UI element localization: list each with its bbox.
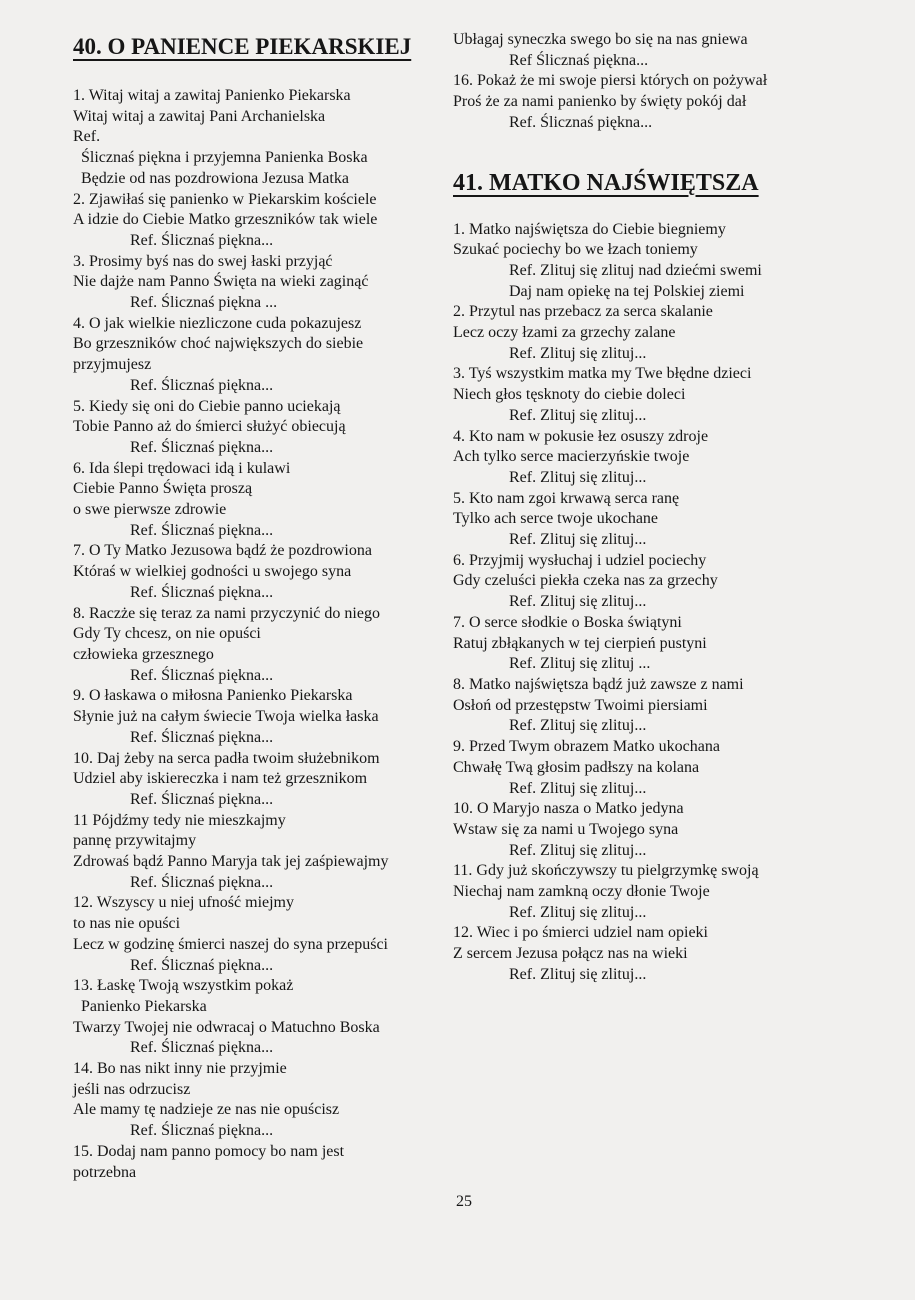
lyric-line: 10. O Maryjo nasza o Matko jedyna <box>453 800 684 818</box>
lyric-line: Ubłagaj syneczka swego bo się na nas gniewa <box>453 31 748 48</box>
lyric-line: przyjmujesz <box>73 356 152 374</box>
lyric-line: Z sercem Jezusa połącz nas na wieki <box>453 945 688 963</box>
refrain-line: Ref. Zlituj się zlituj... <box>509 841 647 859</box>
lyric-line: Panienko Piekarska <box>81 997 207 1015</box>
lyric-line: 4. O jak wielkie niezliczone cuda pokazujesz <box>73 314 362 332</box>
lyric-line: Słynie już na całym świecie Twoja wielka łaska <box>73 708 379 726</box>
lyric-line: Wstaw się za nami u Twojego syna <box>453 820 679 838</box>
lyric-line: Ratuj zbłąkanych w tej cierpień pustyni <box>453 634 707 652</box>
lyric-line: potrzebna <box>73 1163 137 1181</box>
lyric-line: 7. O Ty Matko Jezusowa bądź że pozdrowiona <box>73 542 372 560</box>
refrain-line: Ref. Zlituj się zlituj... <box>509 779 647 797</box>
lyric-line: 6. Ida ślepi trędowaci idą i kulawi <box>73 459 291 477</box>
lyric-line: Ref. <box>73 128 101 146</box>
song-40-lyrics <box>73 86 445 1183</box>
lyric-line: Osłoń od przestępstw Twoimi piersiami <box>453 696 708 714</box>
lyric-line: 15. Dodaj nam panno pomocy bo nam jest <box>73 1142 345 1160</box>
lyric-line: o swe pierwsze zdrowie <box>73 501 227 519</box>
lyric-line: Chwałę Twą głosim padłszy na kolana <box>453 758 700 776</box>
lyric-line: Zdrowaś bądź Panno Maryja tak jej zaśpiewajmy <box>73 853 389 871</box>
lyric-line: Witaj witaj a zawitaj Pani Archanielska <box>73 107 326 125</box>
song-40-continuation <box>453 30 873 134</box>
page-number: 25 <box>456 1193 472 1210</box>
refrain-line: Ref. Ślicznaś piękna... <box>130 790 274 808</box>
refrain-line: Ref. Ślicznaś piękna... <box>130 1039 274 1057</box>
lyric-line: Proś że za nami panienko by święty pokój dał <box>453 93 747 111</box>
lyric-line: Szukać pociechy bo we łzach toniemy <box>453 241 698 259</box>
lyric-line: Niechaj nam zamkną oczy dłonie Twoje <box>453 883 710 901</box>
refrain-line: Ref. Zlituj się zlituj... <box>509 717 647 735</box>
lyric-line: 9. Przed Twym obrazem Matko ukochana <box>453 738 720 756</box>
lyric-line: Będzie od nas pozdrowiona Jezusa Matka <box>81 169 349 187</box>
lyric-line: Udziel aby iskiereczka i nam też grzesznikom <box>73 770 368 788</box>
lyric-line: 6. Przyjmij wysłuchaj i udziel pociechy <box>453 551 707 569</box>
refrain-line: Ref. Zlituj się zlituj nad dziećmi swemi <box>509 261 762 279</box>
refrain-line: Ref. Ślicznaś piękna... <box>130 521 274 539</box>
lyric-line: Niech głos tęsknoty do ciebie doleci <box>453 386 686 404</box>
lyric-line: Ach tylko serce macierzyńskie twoje <box>453 448 690 466</box>
lyric-line: 8. Matko najświętsza bądź już zawsze z nami <box>453 675 744 693</box>
lyric-line: Tylko ach serce twoje ukochane <box>453 510 659 528</box>
right-column <box>453 30 873 986</box>
refrain-line: Ref. Ślicznaś piękna... <box>130 1122 274 1140</box>
lyric-line: Nie dajże nam Panno Święta na wieki zaginąć <box>73 273 369 291</box>
refrain-line: Ref. Zlituj się zlituj... <box>509 965 647 983</box>
refrain-line: Ref. Ślicznaś piękna... <box>130 666 274 684</box>
lyric-line: 2. Przytul nas przebacz za serca skalanie <box>453 303 713 321</box>
lyric-line: 1. Witaj witaj a zawitaj Panienko Piekarska <box>73 87 351 104</box>
refrain-line: Ref. Zlituj się zlituj... <box>509 344 647 362</box>
lyric-line: 1. Matko najświętsza do Ciebie biegniemy <box>453 220 726 238</box>
refrain-line: Ref. Ślicznaś piękna... <box>130 231 274 249</box>
lyric-line: Lecz w godzinę śmierci naszej do syna przepuści <box>73 935 388 953</box>
refrain-line: Ref. Ślicznaś piękna... <box>509 113 653 131</box>
lyric-line: 16. Pokaż że mi swoje piersi których on pożywał <box>453 72 768 90</box>
lyric-line: Ślicznaś piękna i przyjemna Panienka Boska <box>81 149 368 167</box>
refrain-line: Ref. Ślicznaś piękna... <box>130 728 274 746</box>
refrain-line: Ref. Ślicznaś piękna ... <box>130 294 278 312</box>
lyric-line: Twarzy Twojej nie odwracaj o Matuchno Boska <box>73 1018 380 1036</box>
lyric-line: 8. Raczże się teraz za nami przyczynić do niego <box>73 604 380 622</box>
lyric-line: 4. Kto nam w pokusie łez osuszy zdroje <box>453 427 709 445</box>
lyric-line: 5. Kto nam zgoi krwawą serca ranę <box>453 489 680 507</box>
lyric-line: 11. Gdy już skończywszy tu pielgrzymkę swoją <box>453 862 759 880</box>
lyric-line: 12. Wiec i po śmierci udziel nam opieki <box>453 924 708 942</box>
lyric-line: Któraś w wielkiej godności u swojego syna <box>73 563 352 581</box>
song-41-title: 41. MATKO NAJŚWIĘTSZA <box>453 169 759 196</box>
lyric-line: Gdy Ty chcesz, on nie opuści <box>73 625 261 643</box>
refrain-line: Ref. Ślicznaś piękna... <box>130 438 274 456</box>
refrain-line: Ref. Ślicznaś piękna... <box>130 376 274 394</box>
refrain-line: Ref Ślicznaś piękna... <box>509 51 649 69</box>
song-40-title: 40. O PANIENCE PIEKARSKIEJ <box>73 34 412 59</box>
lyric-line: 7. O serce słodkie o Boska świątyni <box>453 613 682 631</box>
lyric-line: 13. Łaskę Twoją wszystkim pokaż <box>73 977 294 995</box>
refrain-line: Ref. Ślicznaś piękna... <box>130 956 274 974</box>
lyric-line: 9. O łaskawa o miłosna Panienko Piekarska <box>73 687 353 705</box>
lyric-line: 5. Kiedy się oni do Ciebie panno uciekają <box>73 397 341 415</box>
lyric-line: Lecz oczy łzami za grzechy zalane <box>453 324 676 342</box>
lyric-line: 2. Zjawiłaś się panienko w Piekarskim kościele <box>73 190 377 208</box>
song-41-lyrics <box>453 220 873 986</box>
refrain-line: Ref. Zlituj się zlituj... <box>509 531 647 549</box>
lyric-line: Ciebie Panno Święta proszą <box>73 480 253 498</box>
lyric-line: człowieka grzesznego <box>73 645 214 663</box>
lyric-line: 11 Pójdźmy tedy nie mieszkajmy <box>73 811 286 829</box>
lyric-line: Tobie Panno aż do śmierci służyć obiecują <box>73 418 346 436</box>
lyric-line: to nas nie opuści <box>73 915 181 933</box>
refrain-line: Ref. Zlituj się zlituj ... <box>509 655 651 673</box>
refrain-line: Ref. Zlituj się zlituj... <box>509 468 647 486</box>
refrain-line: Ref. Zlituj się zlituj... <box>509 593 647 611</box>
lyric-line: 3. Prosimy byś nas do swej łaski przyjąć <box>73 252 333 270</box>
lyric-line: 14. Bo nas nikt inny nie przyjmie <box>73 1060 287 1078</box>
left-column <box>73 30 445 1183</box>
refrain-line: Ref. Zlituj się zlituj... <box>509 903 647 921</box>
refrain-line: Ref. Ślicznaś piękna... <box>130 873 274 891</box>
lyric-line: 12. Wszyscy u niej ufność miejmy <box>73 894 294 912</box>
lyric-line: 3. Tyś wszystkim matka my Twe błędne dzieci <box>453 365 752 383</box>
refrain-line: Ref. Zlituj się zlituj... <box>509 406 647 424</box>
lyric-line: Gdy czeluści piekła czeka nas za grzechy <box>453 572 718 590</box>
lyric-line: 10. Daj żeby na serca padła twoim służebnikom <box>73 749 380 767</box>
lyric-line: jeśli nas odrzucisz <box>73 1080 191 1098</box>
refrain-line: Ref. Ślicznaś piękna... <box>130 583 274 601</box>
lyric-line: A idzie do Ciebie Matko grzeszników tak wiele <box>73 211 378 229</box>
lyric-line: Bo grzeszników choć największych do siebie <box>73 335 364 353</box>
lyric-line: pannę przywitajmy <box>73 832 197 850</box>
refrain-line: Daj nam opiekę na tej Polskiej ziemi <box>509 282 745 300</box>
lyric-line: Ale mamy tę nadzieje ze nas nie opuścisz <box>73 1101 340 1119</box>
